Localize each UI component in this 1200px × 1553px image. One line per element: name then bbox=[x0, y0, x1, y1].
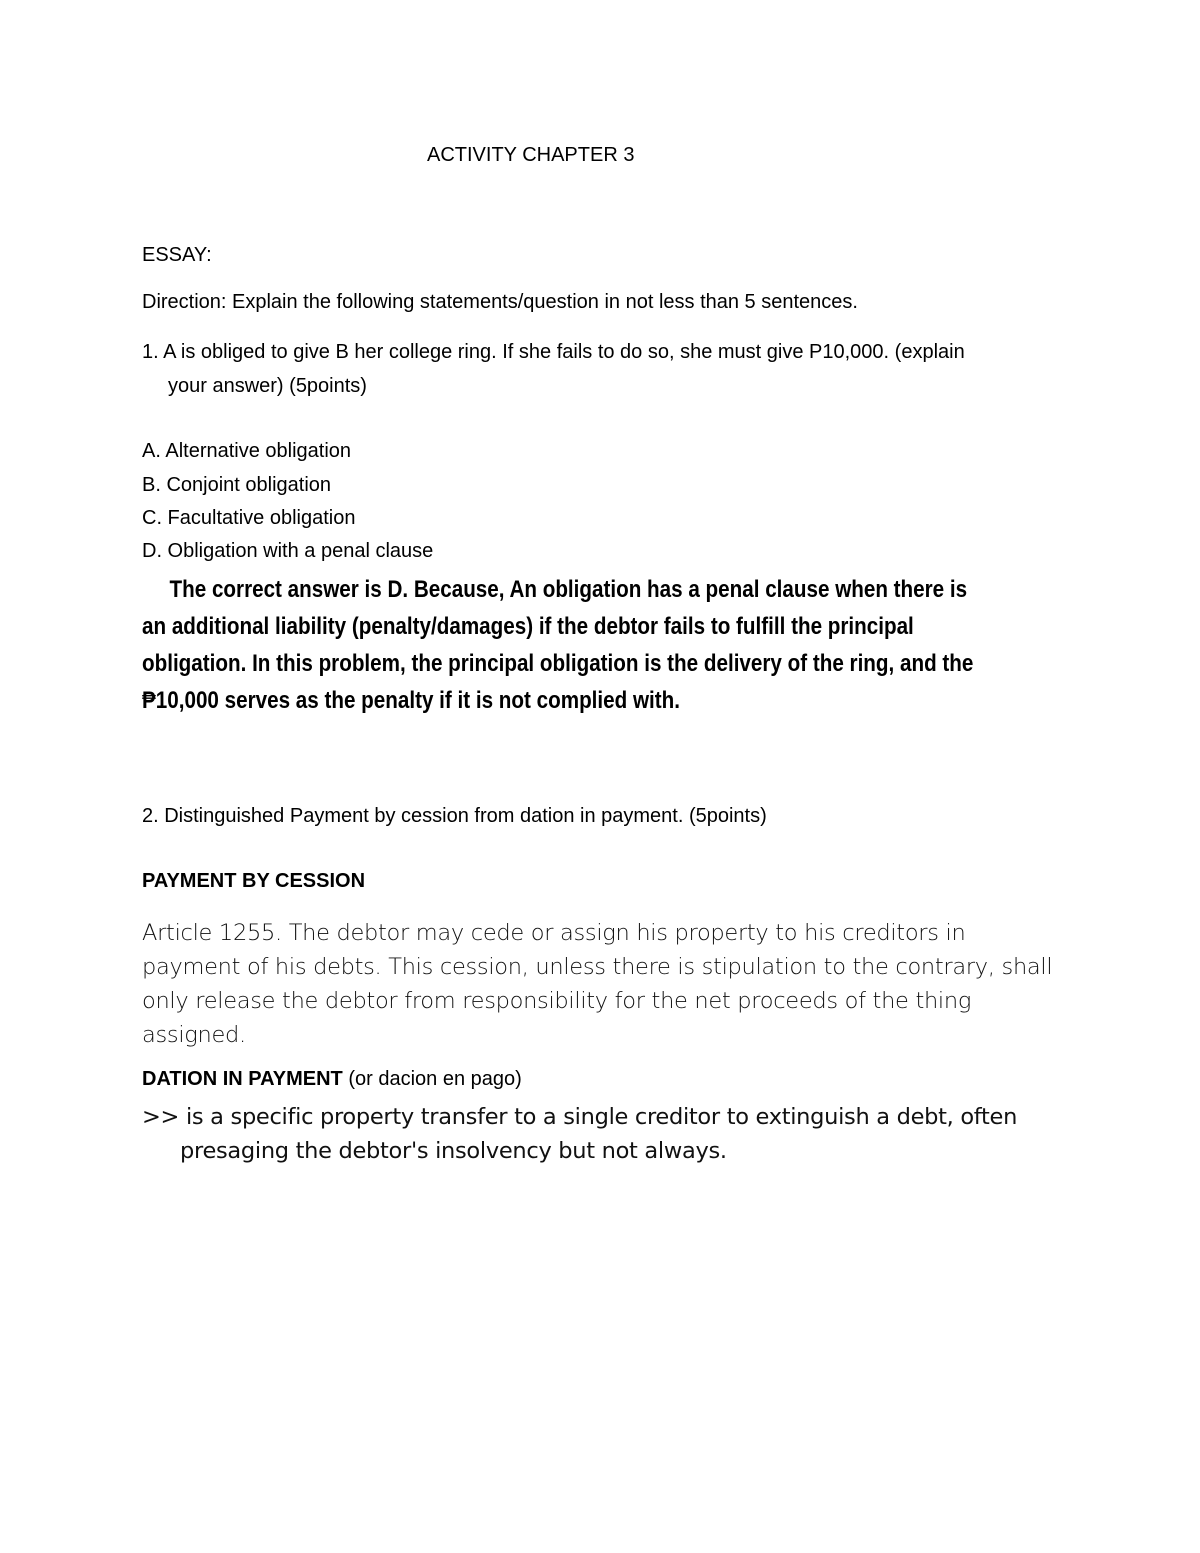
dation-line: presaging the debtor's insolvency but not always. bbox=[180, 1138, 727, 1164]
dation-paragraph bbox=[142, 1100, 1062, 1168]
essay-label: ESSAY: bbox=[142, 244, 212, 266]
question-1-text-continued: your answer) (5points) bbox=[168, 375, 367, 397]
choice-d: D. Obligation with a penal clause bbox=[142, 540, 434, 562]
question-2-text: 2. Distinguished Payment by cession from dation in payment. (5points) bbox=[142, 805, 767, 827]
choice-c: C. Facultative obligation bbox=[142, 507, 356, 529]
article-line: payment of his debts. This cession, unless there is stipulation to the contrary, shall bbox=[142, 954, 1053, 980]
article-line: only release the debtor from responsibility for the net proceeds of the thing bbox=[142, 988, 972, 1014]
answer-line: ₱10,000 serves as the penalty if it is not complied with. bbox=[142, 687, 680, 714]
dation-line: >> is a specific property transfer to a single creditor to extinguish a debt, often bbox=[142, 1104, 1018, 1130]
direction-text: Direction: Explain the following statements/question in not less than 5 sentences. bbox=[142, 291, 858, 313]
cession-heading: PAYMENT BY CESSION bbox=[142, 870, 366, 892]
answer-line: an additional liability (penalty/damages) if the debtor fails to fulfill the principal bbox=[142, 613, 914, 640]
answer-line: obligation. In this problem, the principal obligation is the delivery of the ring, and the bbox=[142, 650, 974, 677]
dation-heading bbox=[142, 1068, 522, 1091]
article-line: Article 1255. The debtor may cede or assign his property to his creditors in bbox=[142, 920, 966, 946]
answer-paragraph bbox=[142, 571, 1071, 719]
choice-a: A. Alternative obligation bbox=[142, 440, 352, 462]
dation-heading-bold: DATION IN PAYMENT bbox=[142, 1068, 343, 1090]
cession-article-paragraph bbox=[142, 916, 1062, 1052]
answer-line: The correct answer is D. Because, An obligation has a penal clause when there is bbox=[169, 576, 968, 603]
choice-b: B. Conjoint obligation bbox=[142, 474, 332, 496]
article-line: assigned. bbox=[142, 1022, 246, 1048]
question-1-text: 1. A is obliged to give B her college ring. If she fails to do so, she must give P10,000. (explain bbox=[142, 341, 965, 363]
document-title: ACTIVITY CHAPTER 3 bbox=[427, 144, 635, 166]
dation-heading-note: (or dacion en pago) bbox=[342, 1068, 522, 1090]
